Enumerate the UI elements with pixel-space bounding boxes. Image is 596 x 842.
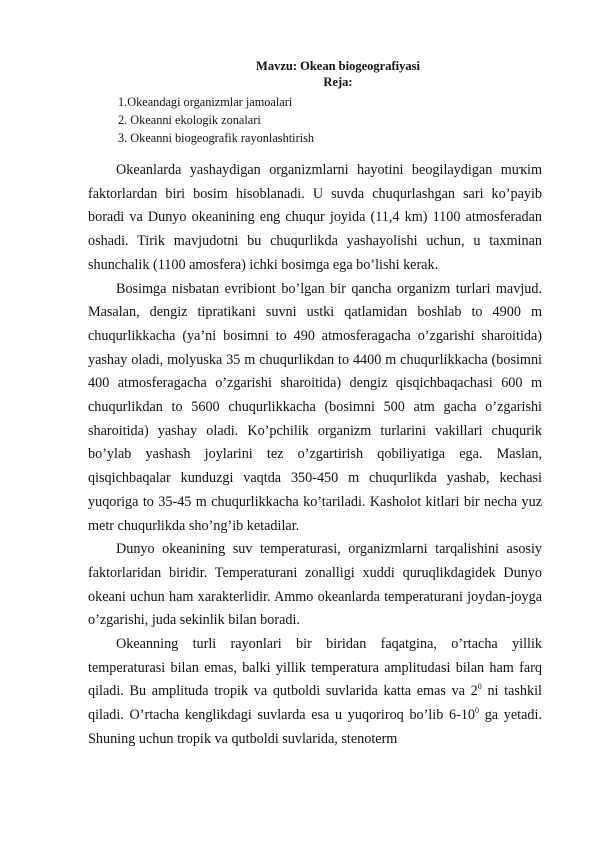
- body-text: [88, 159, 542, 752]
- plan-item: 1.Okeandagi organizmlar jamoalari: [118, 95, 293, 109]
- plan-heading: Reja:: [323, 75, 353, 89]
- paragraph: Dunyo okeanining suv temperaturasi, organizmlarni tarqalishini asosiy faktorlaridan biridir. Temperaturani zonalligi xuddi quruqlikdagidek Dunyo okeani uchun ham xarakterlidir. Ammo okeanlarda temperaturani joydan-joyga o’zgarishi, juda sekinlik bilan boradi.: [88, 541, 542, 629]
- plan-list: [118, 93, 314, 147]
- title-block: [0, 58, 596, 90]
- degree-superscript: 0: [475, 706, 480, 716]
- degree-superscript: 0: [477, 682, 482, 692]
- paragraph-text: ni tashkil qiladi. O’rtacha kenglikdagi suvlarda esa u yuqoriroq bo’lib 6-10: [88, 683, 542, 724]
- plan-item: 3. Okeanni biogeografik rayonlashtirish: [118, 131, 315, 145]
- plan-item: 2. Okeanni ekologik zonalari: [118, 113, 261, 127]
- paragraph-text: ga yetadi. Shuning uchun tropik va qutboldi suvlarida, stenoterm: [88, 707, 542, 747]
- page-title: Mavzu: Okean biogeografiyasi: [256, 59, 420, 73]
- paragraph: [88, 633, 542, 752]
- paragraph: Bosimga nisbatan evribiont bo’lgan bir qancha organizm turlari mavjud. Masalan, dengiz tipratikani suvni ustki qatlamidan boshlab to 4900 m chuqurlikkacha (ya’ni bosimni to 490 atmosferagacha o’zgarishi sharoitida) yashay oladi, molyuska 35 m chuqurlikdan to 4400 m chuqurlikkacha (bosimni 400 atmosferagacha o’zgarishi sharoitida) dengiz qisqichbaqachasi 600 m chuqurlikdan to 5600 chuqurlikkacha (bosimni 500 atm gacha o’zgarishi sharoitida) yashay oladi. Ko’pchilik organizm turlarini vakillari chuqurik bo’ylab yashash joylarini tez o’zgartirish qobiliyatiga ega. Maslan, qisqichbaqalar kunduzgi vaqtda 350-450 m chuqurlikda yashab, kechasi yuqoriga to 35-45 m chuqurlikkacha ko’tariladi. Kasholot kitlari bir necha yuz metr chuqurlikda sho’ng’ib ketadilar.: [88, 280, 542, 534]
- paragraph-text: Okeanning turli rayonlari bir biridan faqatgina, o’rtacha yillik temperaturasi bilan emas, balki yillik temperatura amplitudasi bilan ham farq qiladi. Bu amplituda tropik va qutboldi suvlarida katta emas va 2: [88, 636, 542, 700]
- paragraph: Okeanlarda yashaydigan organizmlarni hayotini beogilaydigan muҡim faktorlardan biri bosim hisoblanadi. U suvda chuqurlashgan sari ko’payib boradi va Dunyo okeanining eng chuqur joyida (11,4 km) 1100 atmosferadan oshadi. Tirik mavjudotni bu chuqurlikda yashayolishi uchun, u taxminan shunchalik (1100 amosfera) ichki bosimga ega bo’lishi kerak.: [88, 162, 542, 273]
